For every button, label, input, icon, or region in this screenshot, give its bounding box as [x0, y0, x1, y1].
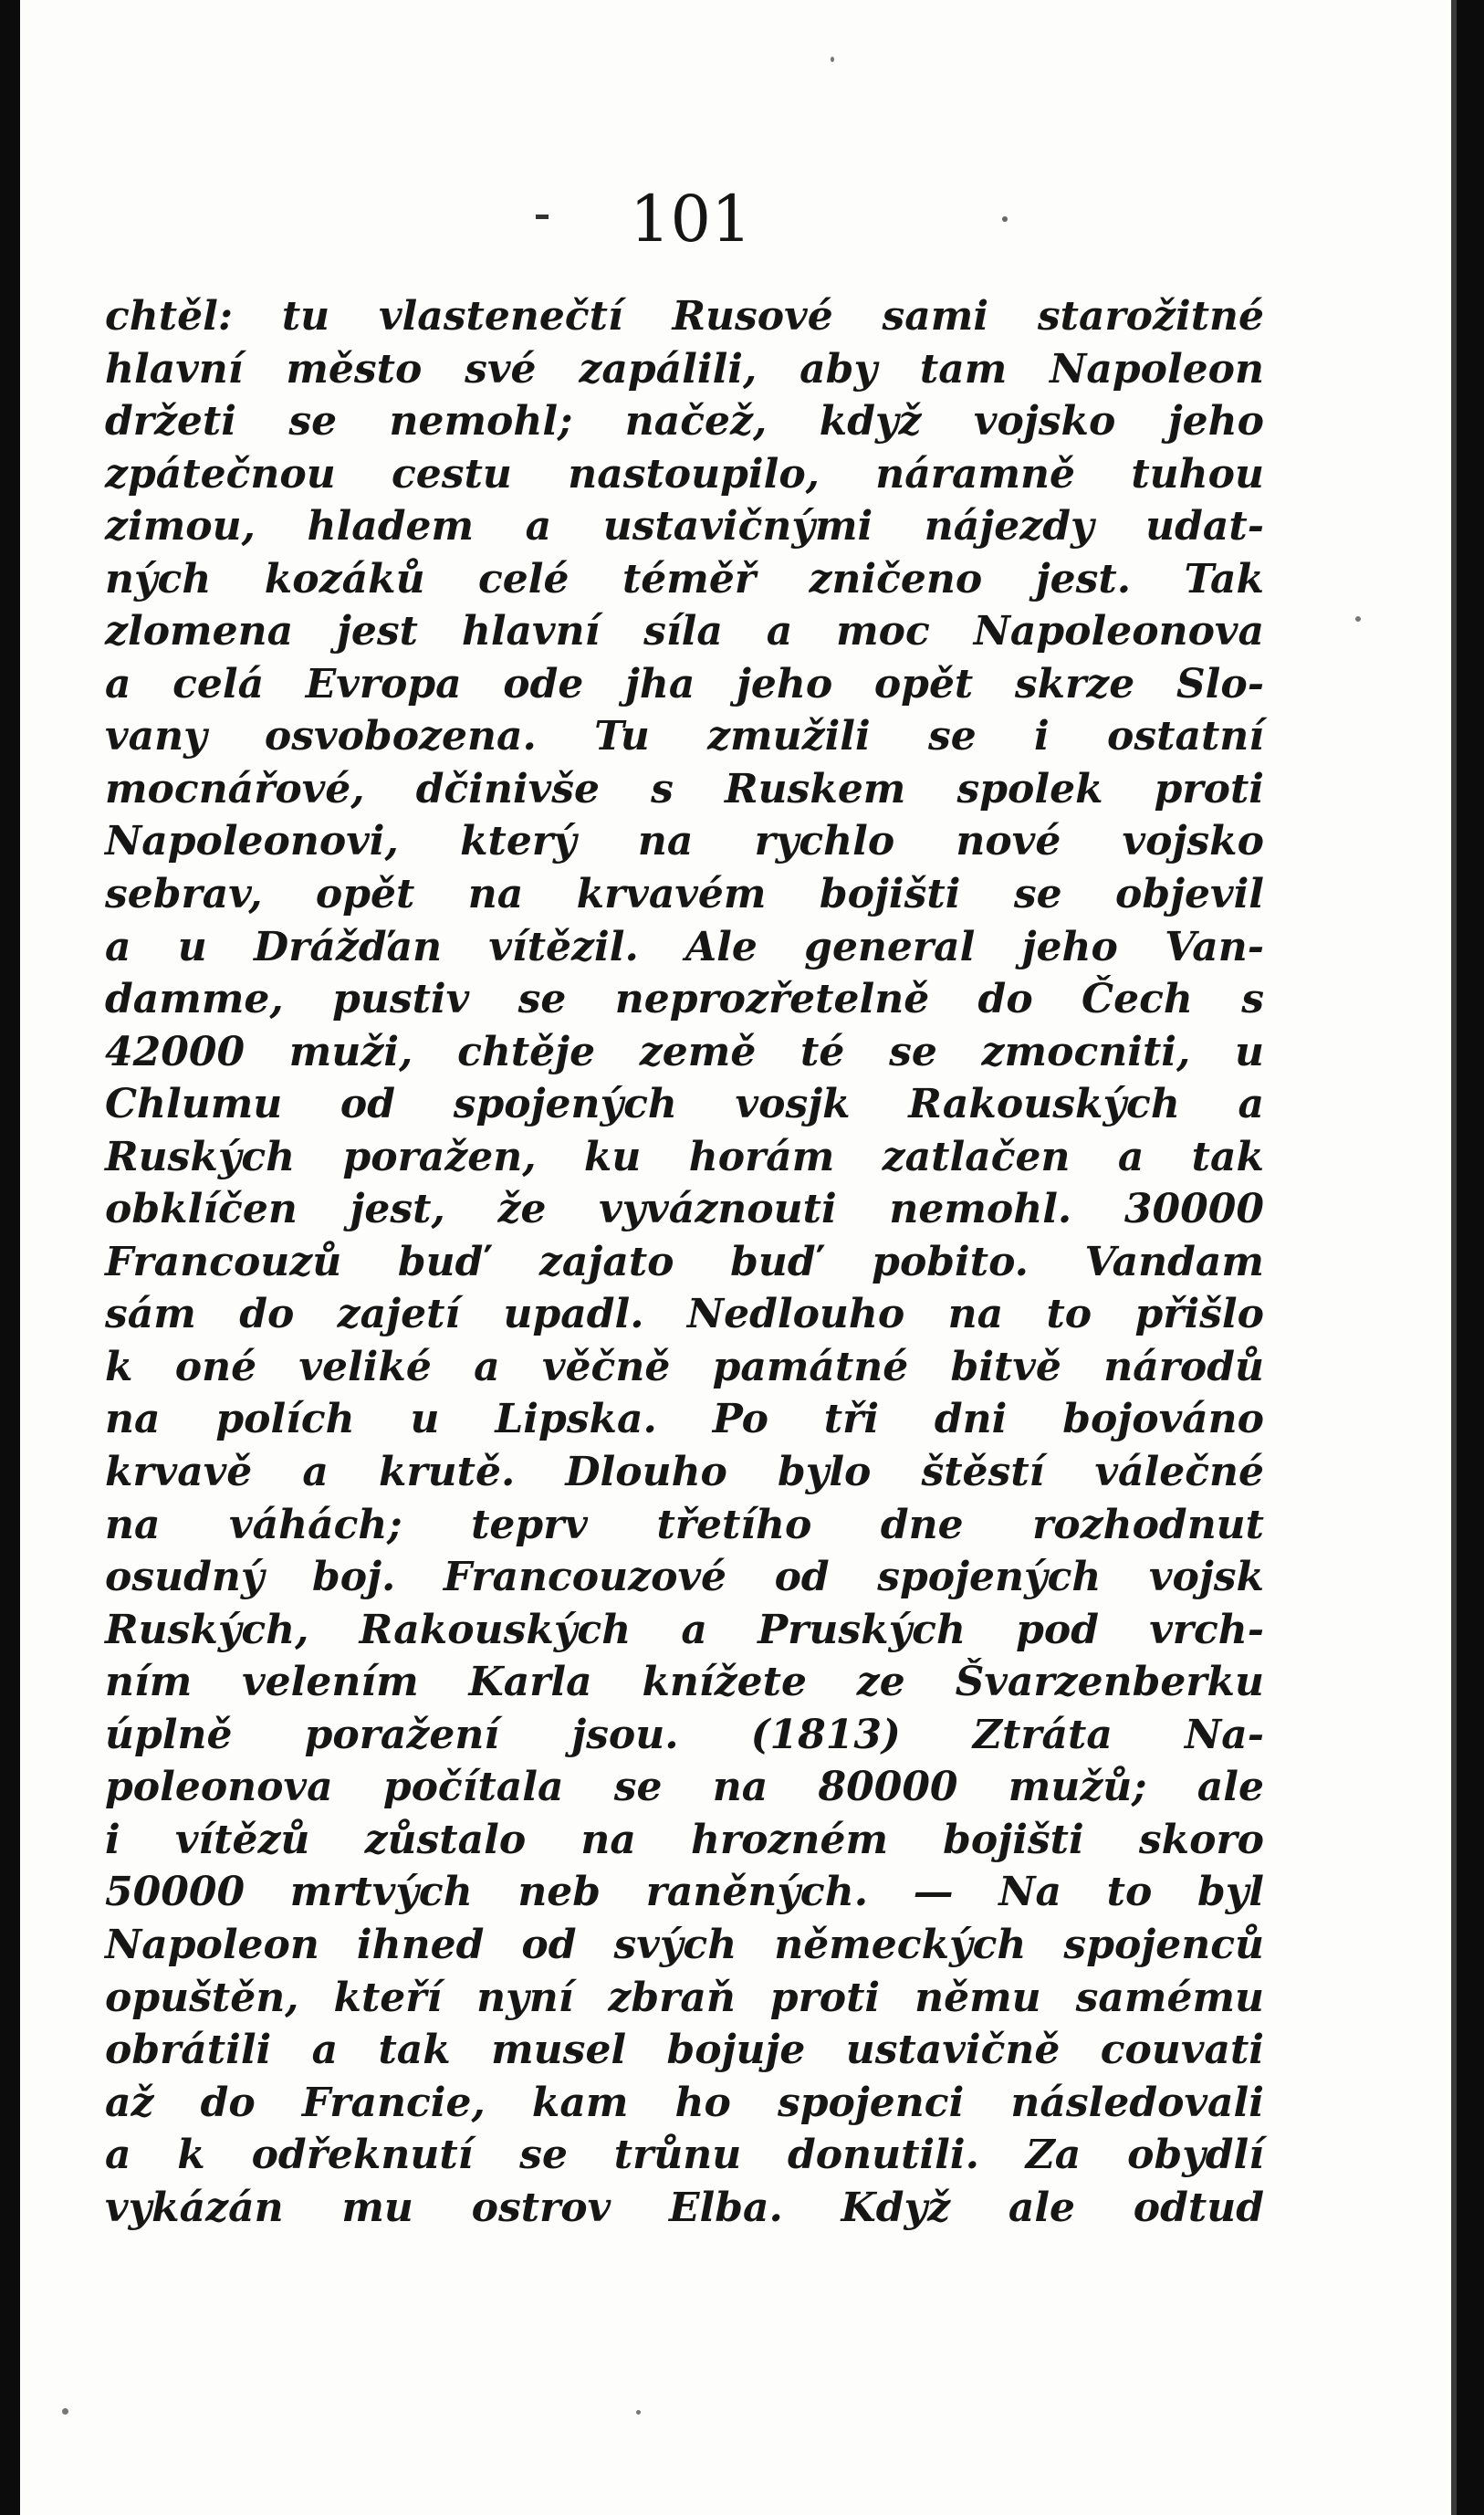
text-line: damme, pustiv se neprozřetelně do Čech s	[105, 976, 1264, 1023]
scan-speck	[62, 2408, 68, 2415]
text-line: zlomena jest hlavní síla a moc Napoleonova	[105, 608, 1264, 655]
page-number: 101	[630, 182, 752, 257]
text-line: úplně poražení jsou. (1813) Ztráta Na-	[105, 1711, 1264, 1758]
scan-speck	[831, 57, 834, 62]
text-line: 42000 muži, chtěje země té se zmocniti, u	[105, 1028, 1264, 1075]
text-line: držeti se nemohl; načež, když vojsko jeho	[105, 398, 1264, 445]
text-line: Napoleonovi, který na rychlo nové vojsko	[105, 818, 1264, 865]
text-line: na polích u Lipska. Po tři dni bojováno	[105, 1396, 1264, 1443]
text-line: Ruských, Rakouských a Pruských pod vrch-	[105, 1606, 1264, 1653]
text-line: sebrav, opět na krvavém bojišti se objevil	[105, 871, 1264, 918]
scan-speck	[1355, 616, 1361, 622]
dot-mark-decoration	[1002, 216, 1008, 222]
body-text	[105, 290, 1264, 2234]
text-line: zimou, hladem a ustavičnými nájezdy udat-	[105, 503, 1264, 550]
text-line: zpátečnou cestu nastoupilo, náramně tuhou	[105, 450, 1264, 498]
text-line: až do Francie, kam ho spojenci následovali	[105, 2079, 1264, 2126]
scan-right-border	[1457, 0, 1484, 2515]
text-line: k oné veliké a věčně památné bitvě národů	[105, 1343, 1264, 1390]
text-line: Francouzů buď zajato buď pobito. Vandam	[105, 1238, 1264, 1285]
text-line: ných kozáků celé téměř zničeno jest. Tak	[105, 555, 1264, 603]
text-line: opuštěn, kteří nyní zbraň proti němu samému	[105, 1974, 1264, 2021]
text-line: a celá Evropa ode jha jeho opět skrze Slo-	[105, 660, 1264, 707]
text-line: poleonova počítala se na 80000 mužů; ale	[105, 1764, 1264, 1811]
text-line: a u Drážďan vítězil. Ale general jeho Van-	[105, 923, 1264, 970]
text-line: chtěl: tu vlastenečtí Rusové sami starožitné	[105, 293, 1264, 340]
text-line: osudný boj. Francouzové od spojených vojsk	[105, 1554, 1264, 1601]
text-line: obklíčen jest, že vyváznouti nemohl. 30000	[105, 1186, 1264, 1233]
scan-speck	[636, 2410, 641, 2415]
scan-left-border	[0, 0, 20, 2515]
text-line: vykázán mu ostrov Elba. Když ale odtud	[105, 2184, 1264, 2231]
text-line: krvavě a krutě. Dlouho bylo štěstí válečné	[105, 1449, 1264, 1496]
text-line: mocnářové, dčinivše s Ruskem spolek proti	[105, 765, 1264, 812]
text-line: obrátili a tak musel bojuje ustavičně couvati	[105, 2027, 1264, 2074]
text-line: vany osvobozena. Tu zmužili se i ostatní	[105, 713, 1264, 760]
dash-mark-decoration	[536, 215, 549, 219]
text-line: Ruských poražen, ku horám zatlačen a tak	[105, 1133, 1264, 1180]
text-line: sám do zajetí upadl. Nedlouho na to přišlo	[105, 1291, 1264, 1338]
text-line: i vítězů zůstalo na hrozném bojišti skoro	[105, 1816, 1264, 1863]
page-header	[0, 178, 1484, 260]
text-line: na váhách; teprv třetího dne rozhodnut	[105, 1501, 1264, 1548]
text-line: a k odřeknutí se trůnu donutili. Za obydlí	[105, 2132, 1264, 2179]
text-line: Chlumu od spojených vosjk Rakouských a	[105, 1081, 1264, 1128]
text-line: 50000 mrtvých neb raněných. — Na to byl	[105, 1869, 1264, 1916]
text-line: Napoleon ihned od svých německých spojenců	[105, 1921, 1264, 1968]
text-line: hlavní město své zapálili, aby tam Napoleon	[105, 345, 1264, 393]
text-line: ním velením Karla knížete ze Švarzenberku	[105, 1659, 1264, 1706]
